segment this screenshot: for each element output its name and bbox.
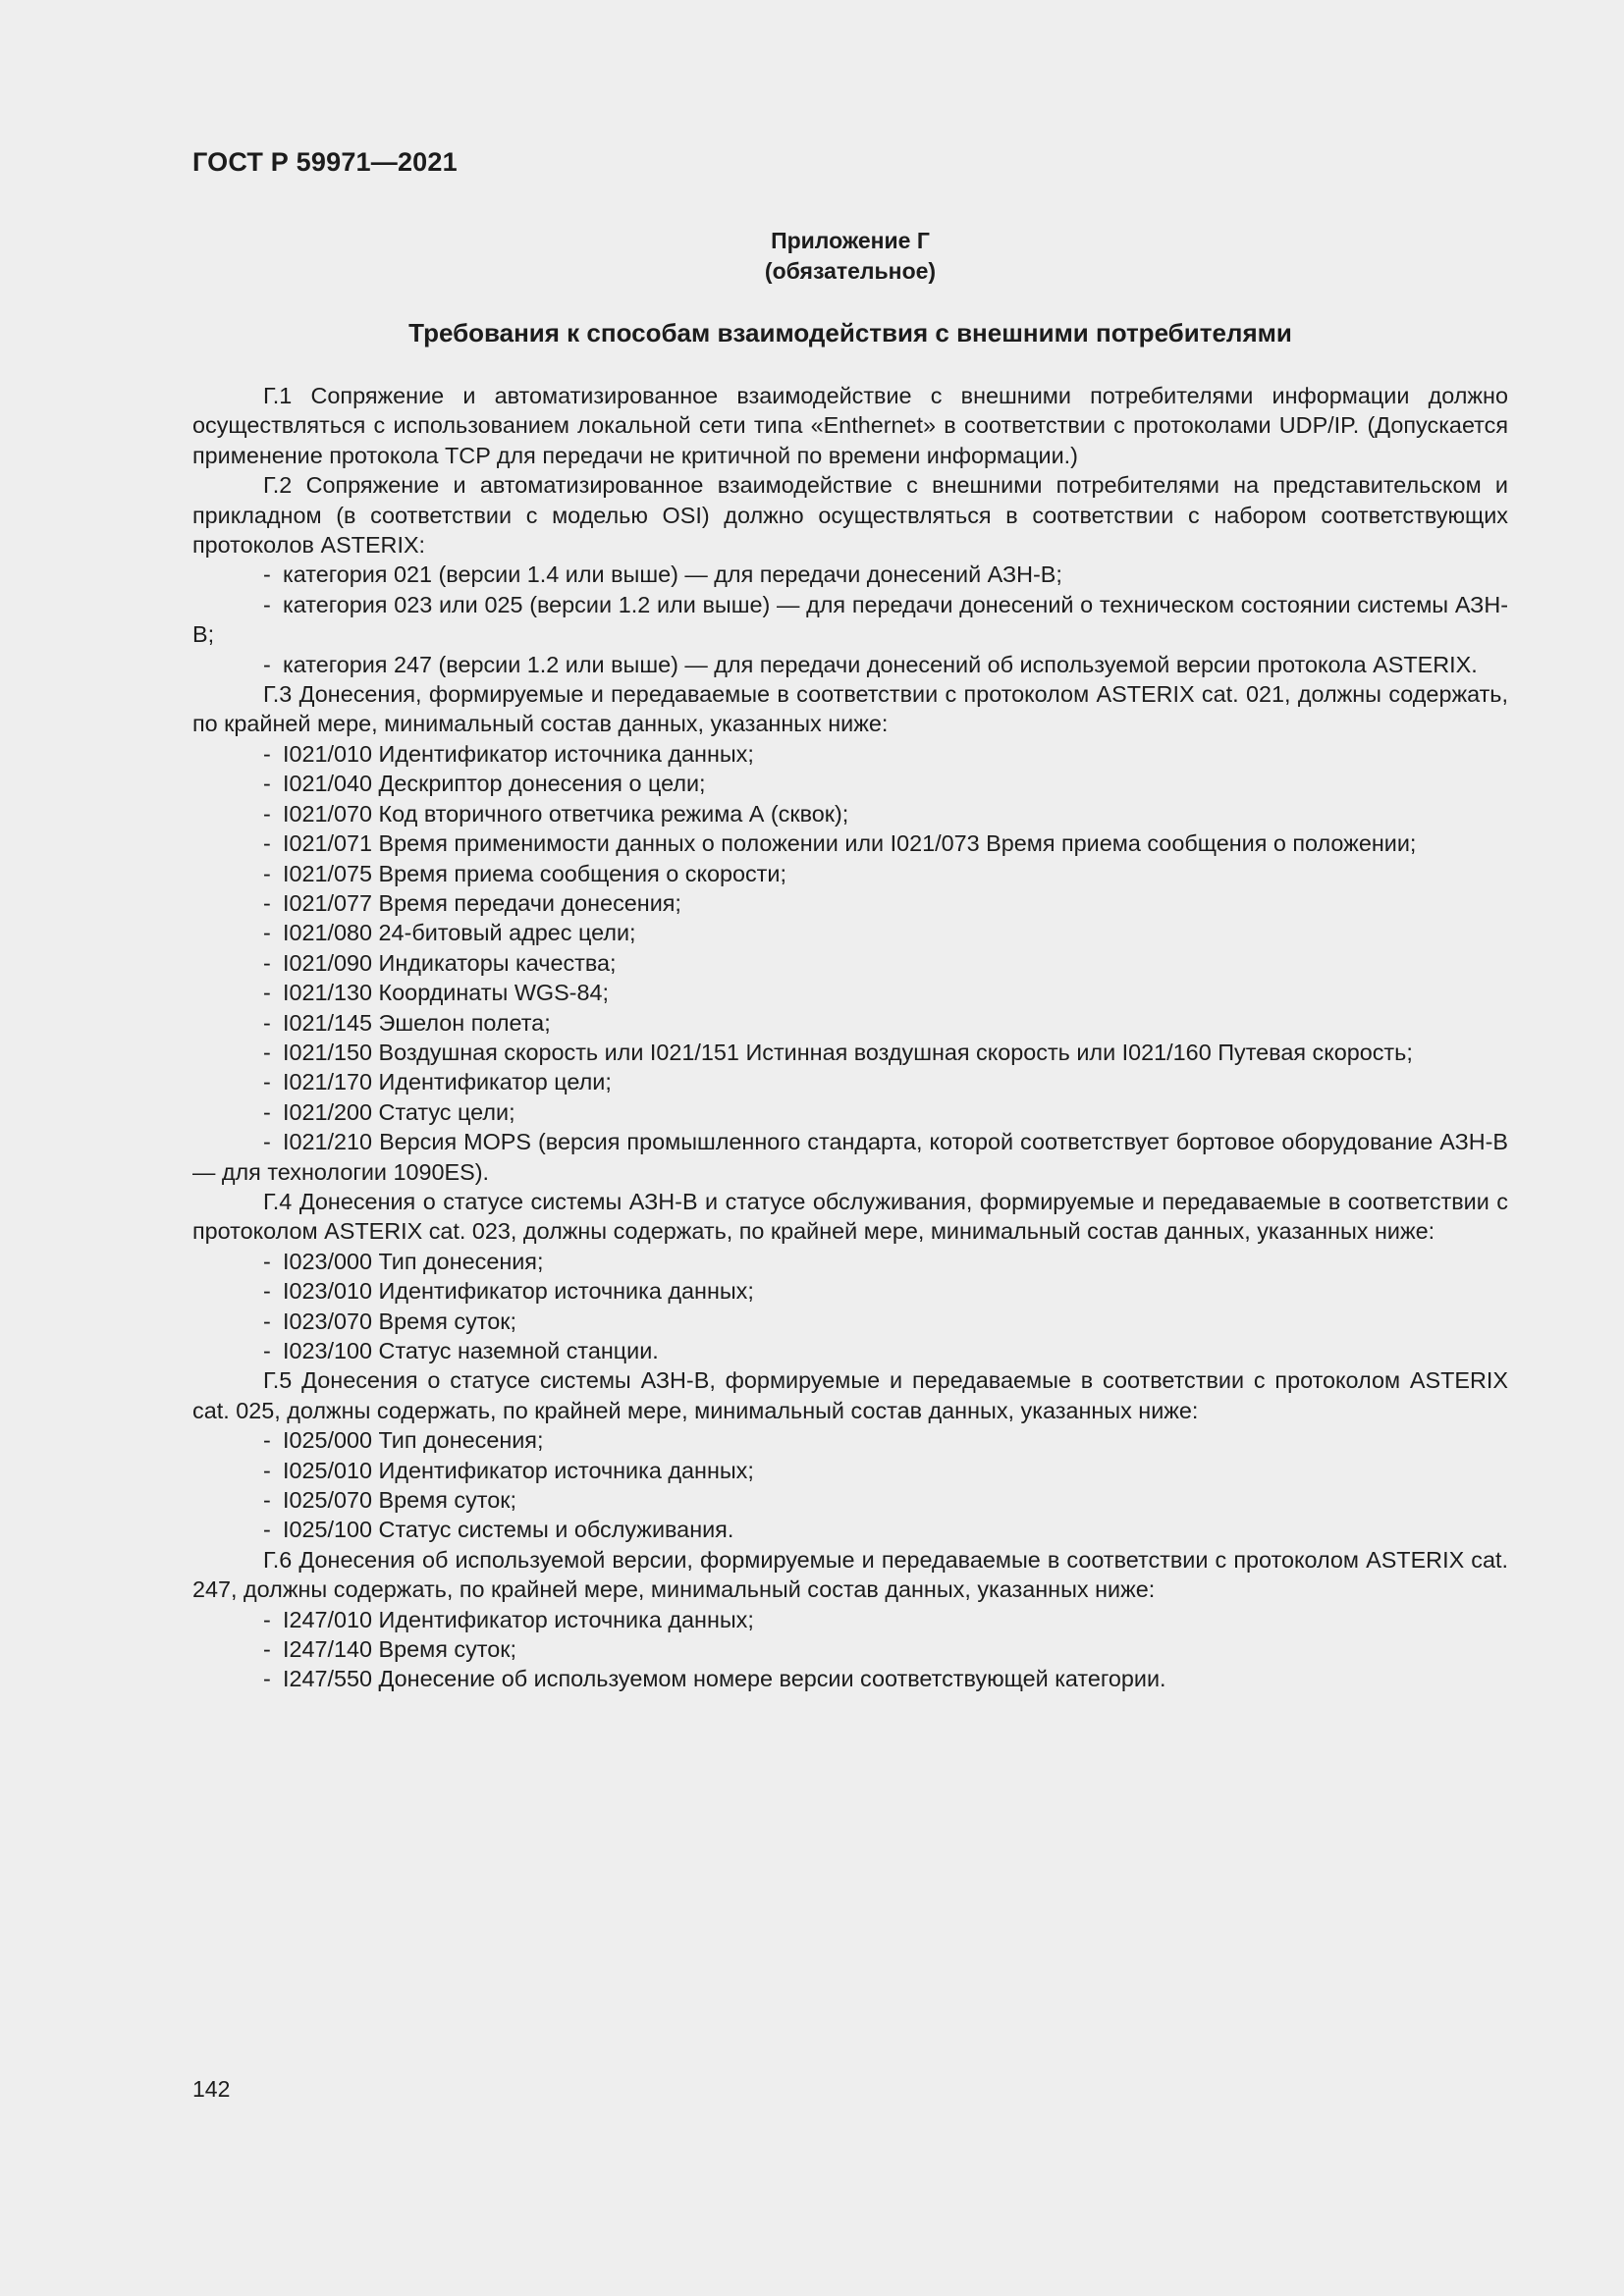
list-item-text: I021/077 Время передачи донесения; [283, 889, 681, 916]
list-dash: - [263, 561, 271, 588]
list-item-text: I023/000 Тип донесения; [283, 1248, 544, 1274]
list-item-text: категория 021 (версии 1.4 или выше) — для передачи донесений АЗН-В; [283, 561, 1062, 588]
list-dash: - [263, 591, 271, 617]
list-item [192, 560, 1508, 589]
list-dash: - [263, 889, 271, 916]
list-dash: - [263, 1278, 271, 1305]
list-item [192, 1127, 1508, 1187]
list-item-text: I023/070 Время суток; [283, 1308, 516, 1334]
list-dash: - [263, 740, 271, 767]
list-dash: - [263, 1308, 271, 1334]
list-item-text: I021/040 Дескриптор донесения о цели; [283, 771, 706, 797]
list-item [192, 1515, 1508, 1544]
list-item-text: I025/000 Тип донесения; [283, 1427, 544, 1454]
list-dash: - [263, 1039, 271, 1065]
list-dash: - [263, 800, 271, 827]
list-item [192, 888, 1508, 918]
list-item-text: I247/550 Донесение об используемом номере версии соответствующей категории. [283, 1666, 1166, 1692]
list-item-text: I021/090 Индикаторы качества; [283, 949, 617, 976]
appendix-title: Приложение Г [771, 228, 930, 253]
appendix-heading [192, 226, 1508, 287]
list-item-text: категория 247 (версии 1.2 или выше) — для передачи донесений об используемой версии протокола ASTERIX. [283, 651, 1478, 677]
list-item [192, 1664, 1508, 1693]
document-body [192, 381, 1508, 1694]
list-dash: - [263, 1457, 271, 1483]
list-item-text: I021/200 Статус цели; [283, 1098, 515, 1125]
list-dash: - [263, 1666, 271, 1692]
list-item [192, 1276, 1508, 1306]
list-dash: - [263, 949, 271, 976]
list-dash: - [263, 980, 271, 1006]
list-item-text: I021/130 Координаты WGS-84; [283, 980, 609, 1006]
paragraph-g4: Г.4 Донесения о статусе системы АЗН-В и статусе обслуживания, формируемые и передаваемые в соответствии с протоколом ASTERIX cat. 023, должны содержать, по крайней мере, минимальный состав данных, указанных ниже: [192, 1188, 1508, 1245]
list-item [192, 739, 1508, 769]
list-item [192, 1307, 1508, 1336]
list-item-text: I025/070 Время суток; [283, 1487, 516, 1514]
list-item [192, 1456, 1508, 1485]
list-dash: - [263, 830, 271, 857]
list-item [192, 978, 1508, 1007]
document-code: ГОСТ Р 59971—2021 [192, 147, 458, 177]
list-item-text: I023/010 Идентификатор источника данных; [283, 1278, 754, 1305]
list-item-text: I021/210 Версия MOPS (версия промышленного стандарта, которой соответствует бортовое оборудование АЗН-В — для технологии 1090ES). [192, 1129, 1508, 1185]
list-item [192, 859, 1508, 888]
list-item [192, 1067, 1508, 1096]
list-item [192, 590, 1508, 650]
list-item [192, 1097, 1508, 1127]
list-item-text: I021/145 Эшелон полета; [283, 1009, 551, 1036]
list-item-text: I021/150 Воздушная скорость или I021/151 Истинная воздушная скорость или I021/160 Путевая скорость; [283, 1039, 1413, 1065]
list-item [192, 1634, 1508, 1664]
list-item [192, 1038, 1508, 1067]
list-item [192, 1336, 1508, 1365]
list-item [192, 1008, 1508, 1038]
list-dash: - [263, 1606, 271, 1632]
list-item-text: I025/010 Идентификатор источника данных; [283, 1457, 754, 1483]
list-dash: - [263, 860, 271, 886]
paragraph-g3: Г.3 Донесения, формируемые и передаваемые в соответствии с протоколом ASTERIX cat. 021, должны содержать, по крайней мере, минимальный состав данных, указанных ниже: [192, 681, 1508, 737]
list-item-text: I021/080 24-битовый адрес цели; [283, 920, 636, 946]
list-item [192, 828, 1508, 858]
list-item-text: I247/010 Идентификатор источника данных; [283, 1606, 754, 1632]
list-dash: - [263, 771, 271, 797]
paragraph-g5: Г.5 Донесения о статусе системы АЗН-В, формируемые и передаваемые в соответствии с протоколом ASTERIX cat. 025, должны содержать, по крайней мере, минимальный состав данных, указанных ниже: [192, 1367, 1508, 1423]
list-item [192, 1605, 1508, 1634]
list-dash: - [263, 920, 271, 946]
paragraph-g2: Г.2 Сопряжение и автоматизированное взаимодействие с внешними потребителями на представительском и прикладном (в соответствии с моделью OSI) должно осуществляться в соответствии с набором соответствующих протоколов ASTERIX: [192, 472, 1508, 559]
list-item-text: I021/075 Время приема сообщения о скорости; [283, 860, 786, 886]
list-item [192, 1485, 1508, 1515]
list-dash: - [263, 1098, 271, 1125]
list-dash: - [263, 651, 271, 677]
list-item [192, 650, 1508, 679]
list-dash: - [263, 1129, 271, 1155]
list-dash: - [263, 1338, 271, 1363]
list-item [192, 799, 1508, 828]
list-dash: - [263, 1517, 271, 1543]
list-item-text: I021/010 Идентификатор источника данных; [283, 740, 754, 767]
list-dash: - [263, 1248, 271, 1274]
list-item [192, 1247, 1508, 1276]
page-number: 142 [192, 2076, 231, 2102]
list-item [192, 948, 1508, 978]
list-item-text: категория 023 или 025 (версии 1.2 или выше) — для передачи донесений о техническом состоянии системы АЗН-В; [192, 591, 1508, 648]
list-item-text: I021/170 Идентификатор цели; [283, 1069, 612, 1095]
list-item-text: I247/140 Время суток; [283, 1636, 516, 1663]
list-item-text: I023/100 Статус наземной станции. [283, 1338, 659, 1363]
list-dash: - [263, 1009, 271, 1036]
list-item [192, 918, 1508, 947]
section-title: Требования к способам взаимодействия с внешними потребителями [408, 318, 1292, 347]
paragraph-g6: Г.6 Донесения об используемой версии, формируемые и передаваемые в соответствии с протоколом ASTERIX cat. 247, должны содержать, по крайней мере, минимальный состав данных, указанных ниже: [192, 1546, 1508, 1603]
appendix-status: (обязательное) [764, 258, 937, 284]
list-item [192, 1425, 1508, 1455]
list-item-text: I021/071 Время применимости данных о положении или I021/073 Время приема сообщения о положении; [283, 830, 1417, 857]
paragraph-g1: Г.1 Сопряжение и автоматизированное взаимодействие с внешними потребителями информации должно осуществляться с использованием локальной сети типа «Enthernet» в соответствии с протоколами UDP/IP. (Допускается применение протокола TCP для передачи не критичной по времени информации.) [192, 383, 1508, 468]
list-dash: - [263, 1636, 271, 1663]
list-item-text: I025/100 Статус системы и обслуживания. [283, 1517, 734, 1543]
list-item-text: I021/070 Код вторичного ответчика режима А (сквок); [283, 800, 849, 827]
list-dash: - [263, 1069, 271, 1095]
list-dash: - [263, 1487, 271, 1514]
list-dash: - [263, 1427, 271, 1454]
list-item [192, 769, 1508, 798]
